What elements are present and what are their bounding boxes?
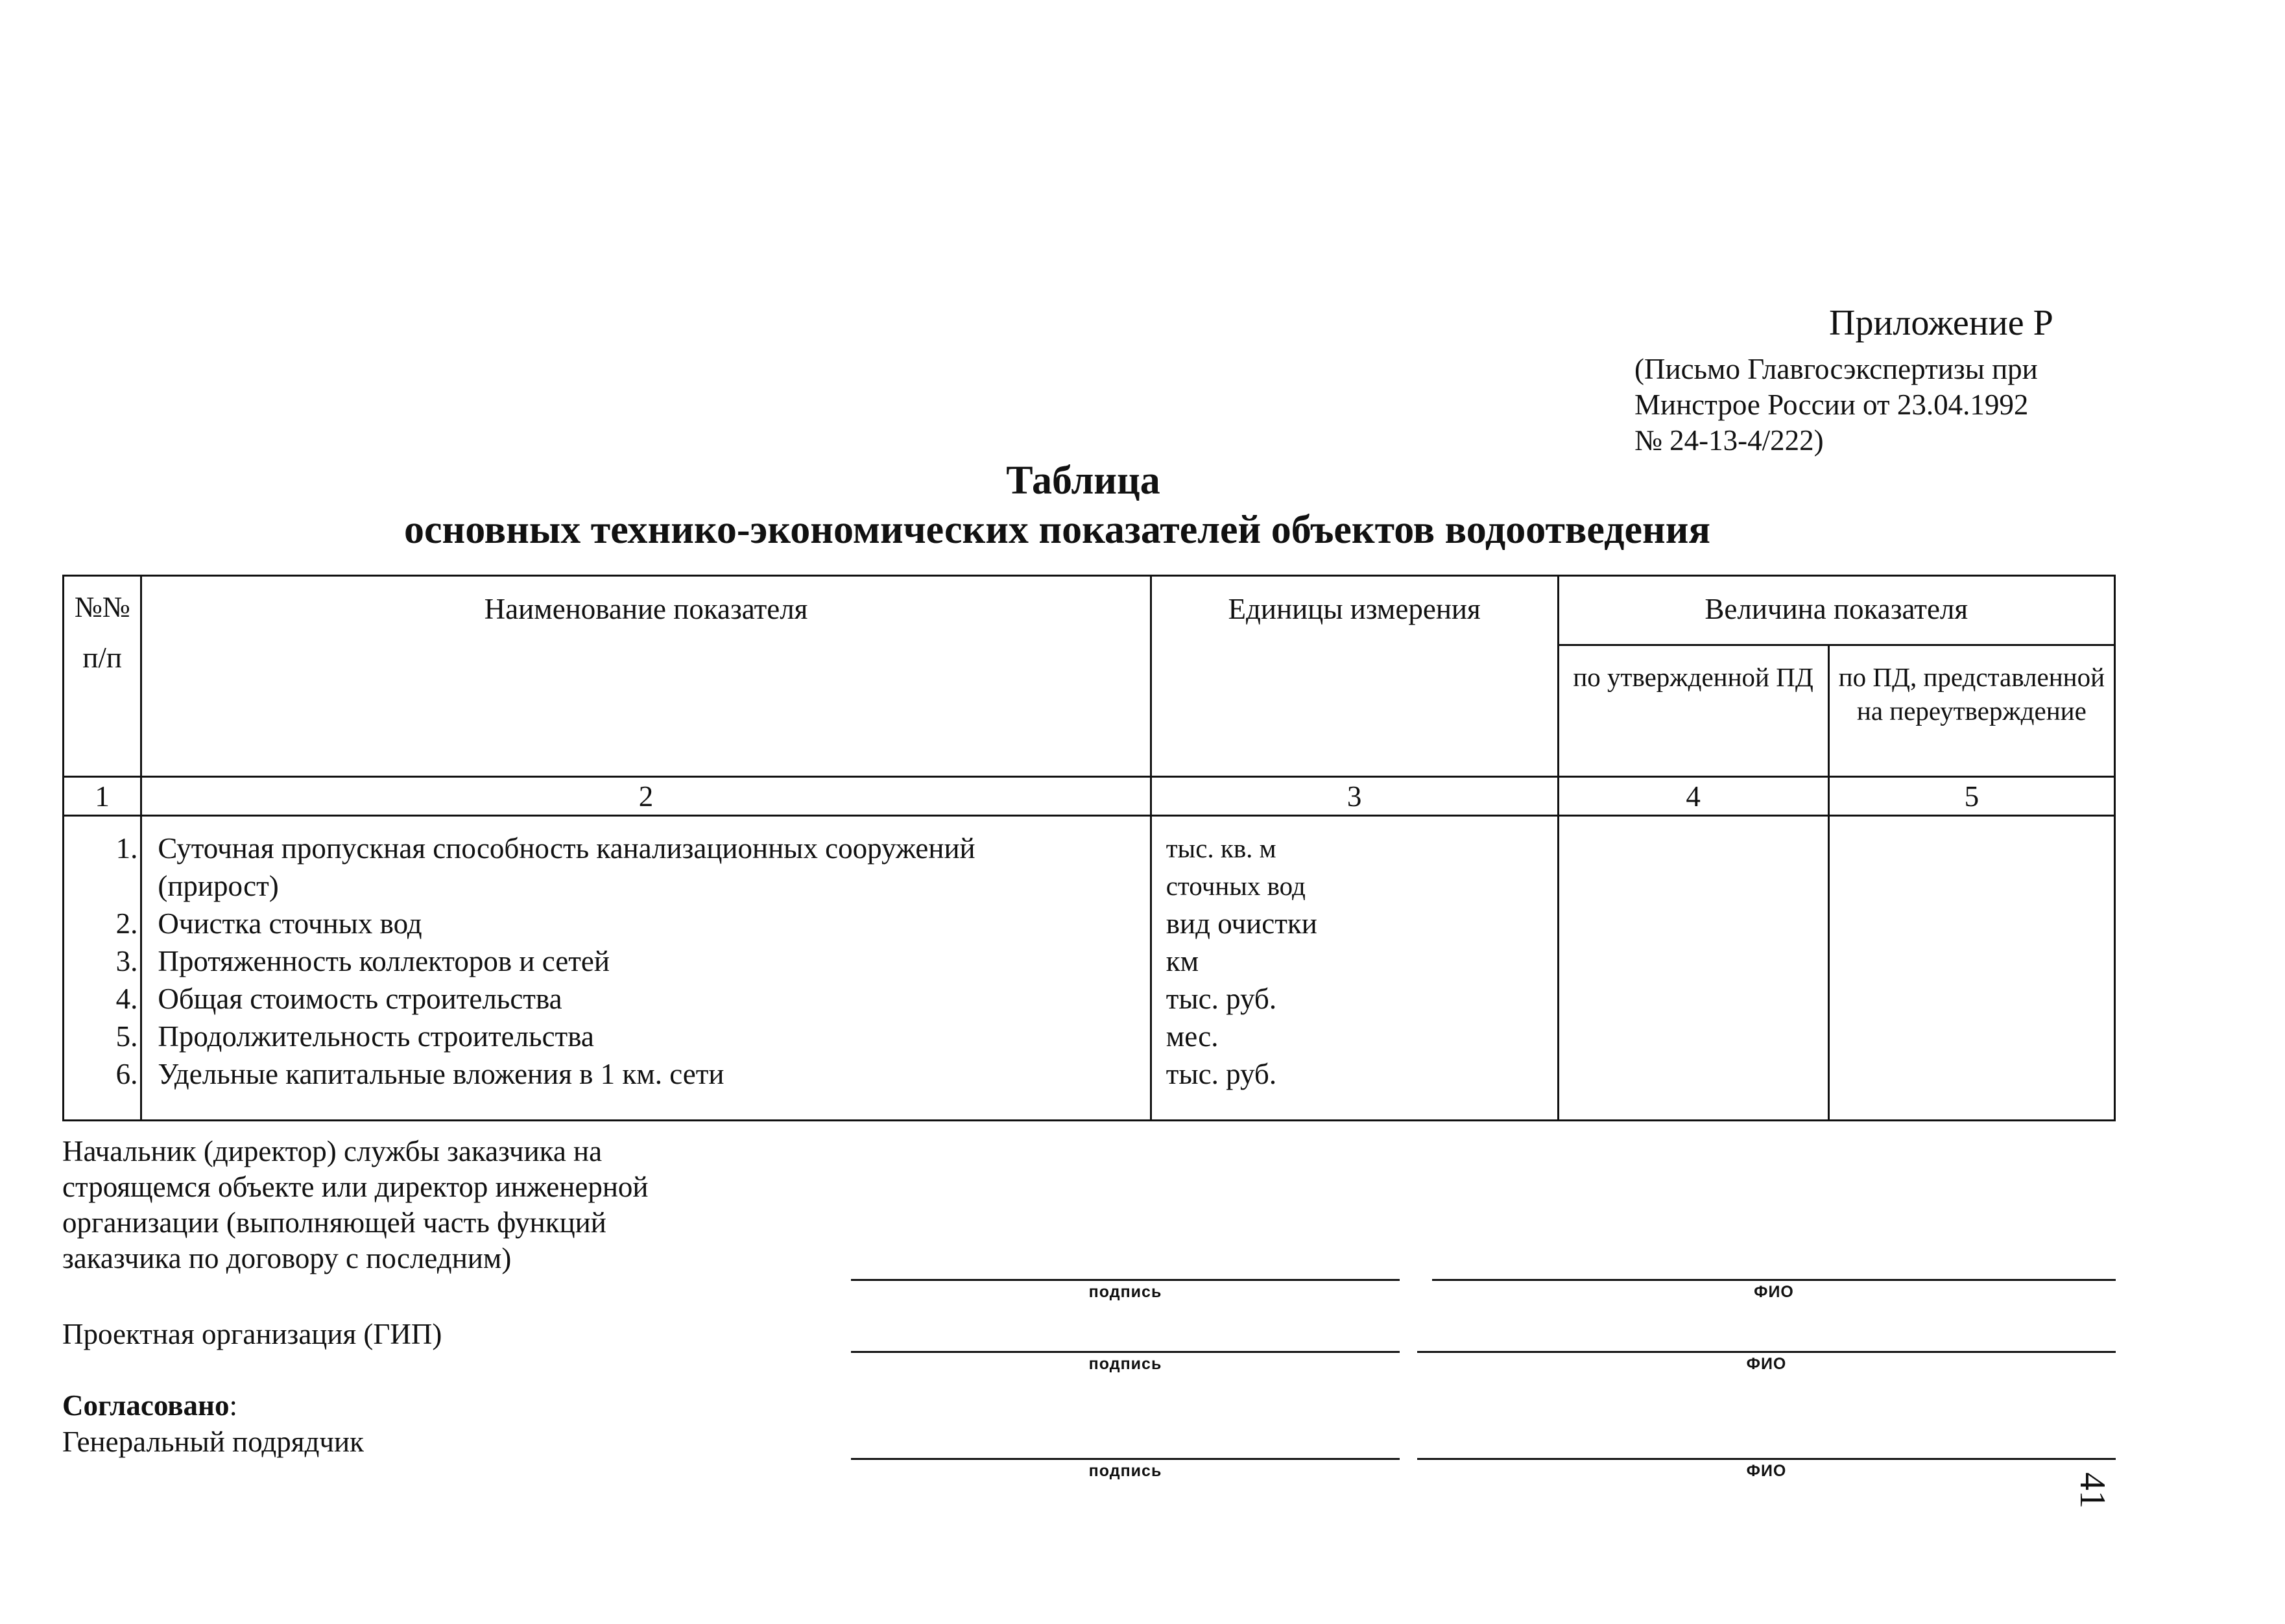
row-number: 6. [115, 1058, 138, 1090]
value-approved-cell [1558, 816, 1828, 1121]
row-name: Удельные капитальные вложения в 1 км. сети [158, 1058, 724, 1090]
name-label: ФИО [1746, 1355, 1787, 1373]
row-name-continuation: (прирост) [158, 870, 279, 902]
signature-label: подпись [1088, 1462, 1162, 1480]
column-number: 4 [1558, 777, 1828, 816]
header-name: Наименование показателя [141, 576, 1151, 777]
row-name: Протяженность коллекторов и сетей [158, 945, 610, 977]
value-resubmitted-cell [1828, 816, 2114, 1121]
table-title: Таблица [1006, 459, 1160, 503]
header-number-line1: №№ [74, 591, 130, 623]
agreed-label: Согласовано [62, 1389, 230, 1422]
indicators-table [62, 575, 2116, 1121]
name-line [1432, 1279, 2116, 1281]
row-unit: тыс. руб. [1166, 983, 1277, 1015]
agreed-heading [62, 1388, 237, 1424]
customer-signatory-line: строящемся объекте или директор инженерной [62, 1171, 649, 1203]
row-unit: км [1166, 945, 1199, 977]
header-unit: Единицы измерения [1151, 576, 1558, 777]
appendix-ref-line: Минстрое России от 23.04.1992 [1634, 388, 2029, 421]
row-number: 1. [115, 832, 138, 865]
signature-line [851, 1279, 1400, 1281]
row-name: Общая стоимость строительства [158, 983, 562, 1015]
row-number: 5. [115, 1020, 138, 1053]
appendix-reference [1634, 352, 2038, 459]
appendix-ref-line: (Письмо Главгосэкспертизы при [1634, 353, 2038, 385]
row-unit: тыс. руб. [1166, 1058, 1277, 1090]
customer-signatory-line: заказчика по договору с последним) [62, 1242, 512, 1274]
signature-line [851, 1351, 1400, 1353]
page-number: 41 [2072, 1472, 2112, 1509]
design-org-signatory: Проектная организация (ГИП) [62, 1318, 442, 1350]
header-value: Величина показателя [1558, 576, 2114, 645]
general-contractor-signatory: Генеральный подрядчик [62, 1426, 364, 1458]
row-unit: тыс. кв. м [1166, 833, 1276, 863]
appendix-title: Приложение Р [1829, 303, 2053, 343]
row-unit: мес. [1166, 1020, 1219, 1053]
name-label: ФИО [1754, 1283, 1794, 1301]
header-value-approved: по утвержденной ПД [1558, 645, 1828, 777]
name-label: ФИО [1746, 1462, 1787, 1480]
name-line [1417, 1351, 2116, 1353]
row-number: 4. [115, 983, 138, 1015]
signature-line [851, 1458, 1400, 1460]
customer-signatory-line: организации (выполняющей часть функций [62, 1206, 606, 1239]
row-name: Очистка сточных вод [158, 907, 422, 940]
table-subtitle: основных технико-экономических показателей объектов водоотведения [403, 508, 1710, 552]
row-numbers-cell [64, 816, 141, 1121]
signature-label: подпись [1088, 1355, 1162, 1373]
signature-label: подпись [1088, 1283, 1162, 1301]
header-value-resubmitted: по ПД, представленной на переутверждение [1828, 645, 2114, 777]
header-number [64, 576, 141, 777]
column-number: 1 [64, 777, 141, 816]
appendix-ref-line: № 24-13-4/222) [1634, 424, 1824, 457]
row-number: 3. [115, 945, 138, 977]
customer-signatory-line: Начальник (директор) службы заказчика на [62, 1135, 603, 1167]
row-unit-continuation: сточных вод [1166, 871, 1306, 901]
row-unit: вид очистки [1166, 907, 1317, 940]
row-name: Суточная пропускная способность канализационных сооружений [158, 832, 975, 865]
header-number-line2: п/п [82, 641, 122, 674]
column-number: 2 [141, 777, 1151, 816]
customer-signatory [62, 1134, 649, 1276]
row-number-spacer [64, 867, 140, 905]
column-number: 5 [1828, 777, 2114, 816]
agreed-colon: : [229, 1389, 237, 1422]
row-number: 2. [115, 907, 138, 940]
name-line [1417, 1458, 2116, 1460]
row-units-cell [1151, 816, 1558, 1121]
column-number: 3 [1151, 777, 1558, 816]
row-names-cell [141, 816, 1151, 1121]
row-name: Продолжительность строительства [158, 1020, 594, 1053]
